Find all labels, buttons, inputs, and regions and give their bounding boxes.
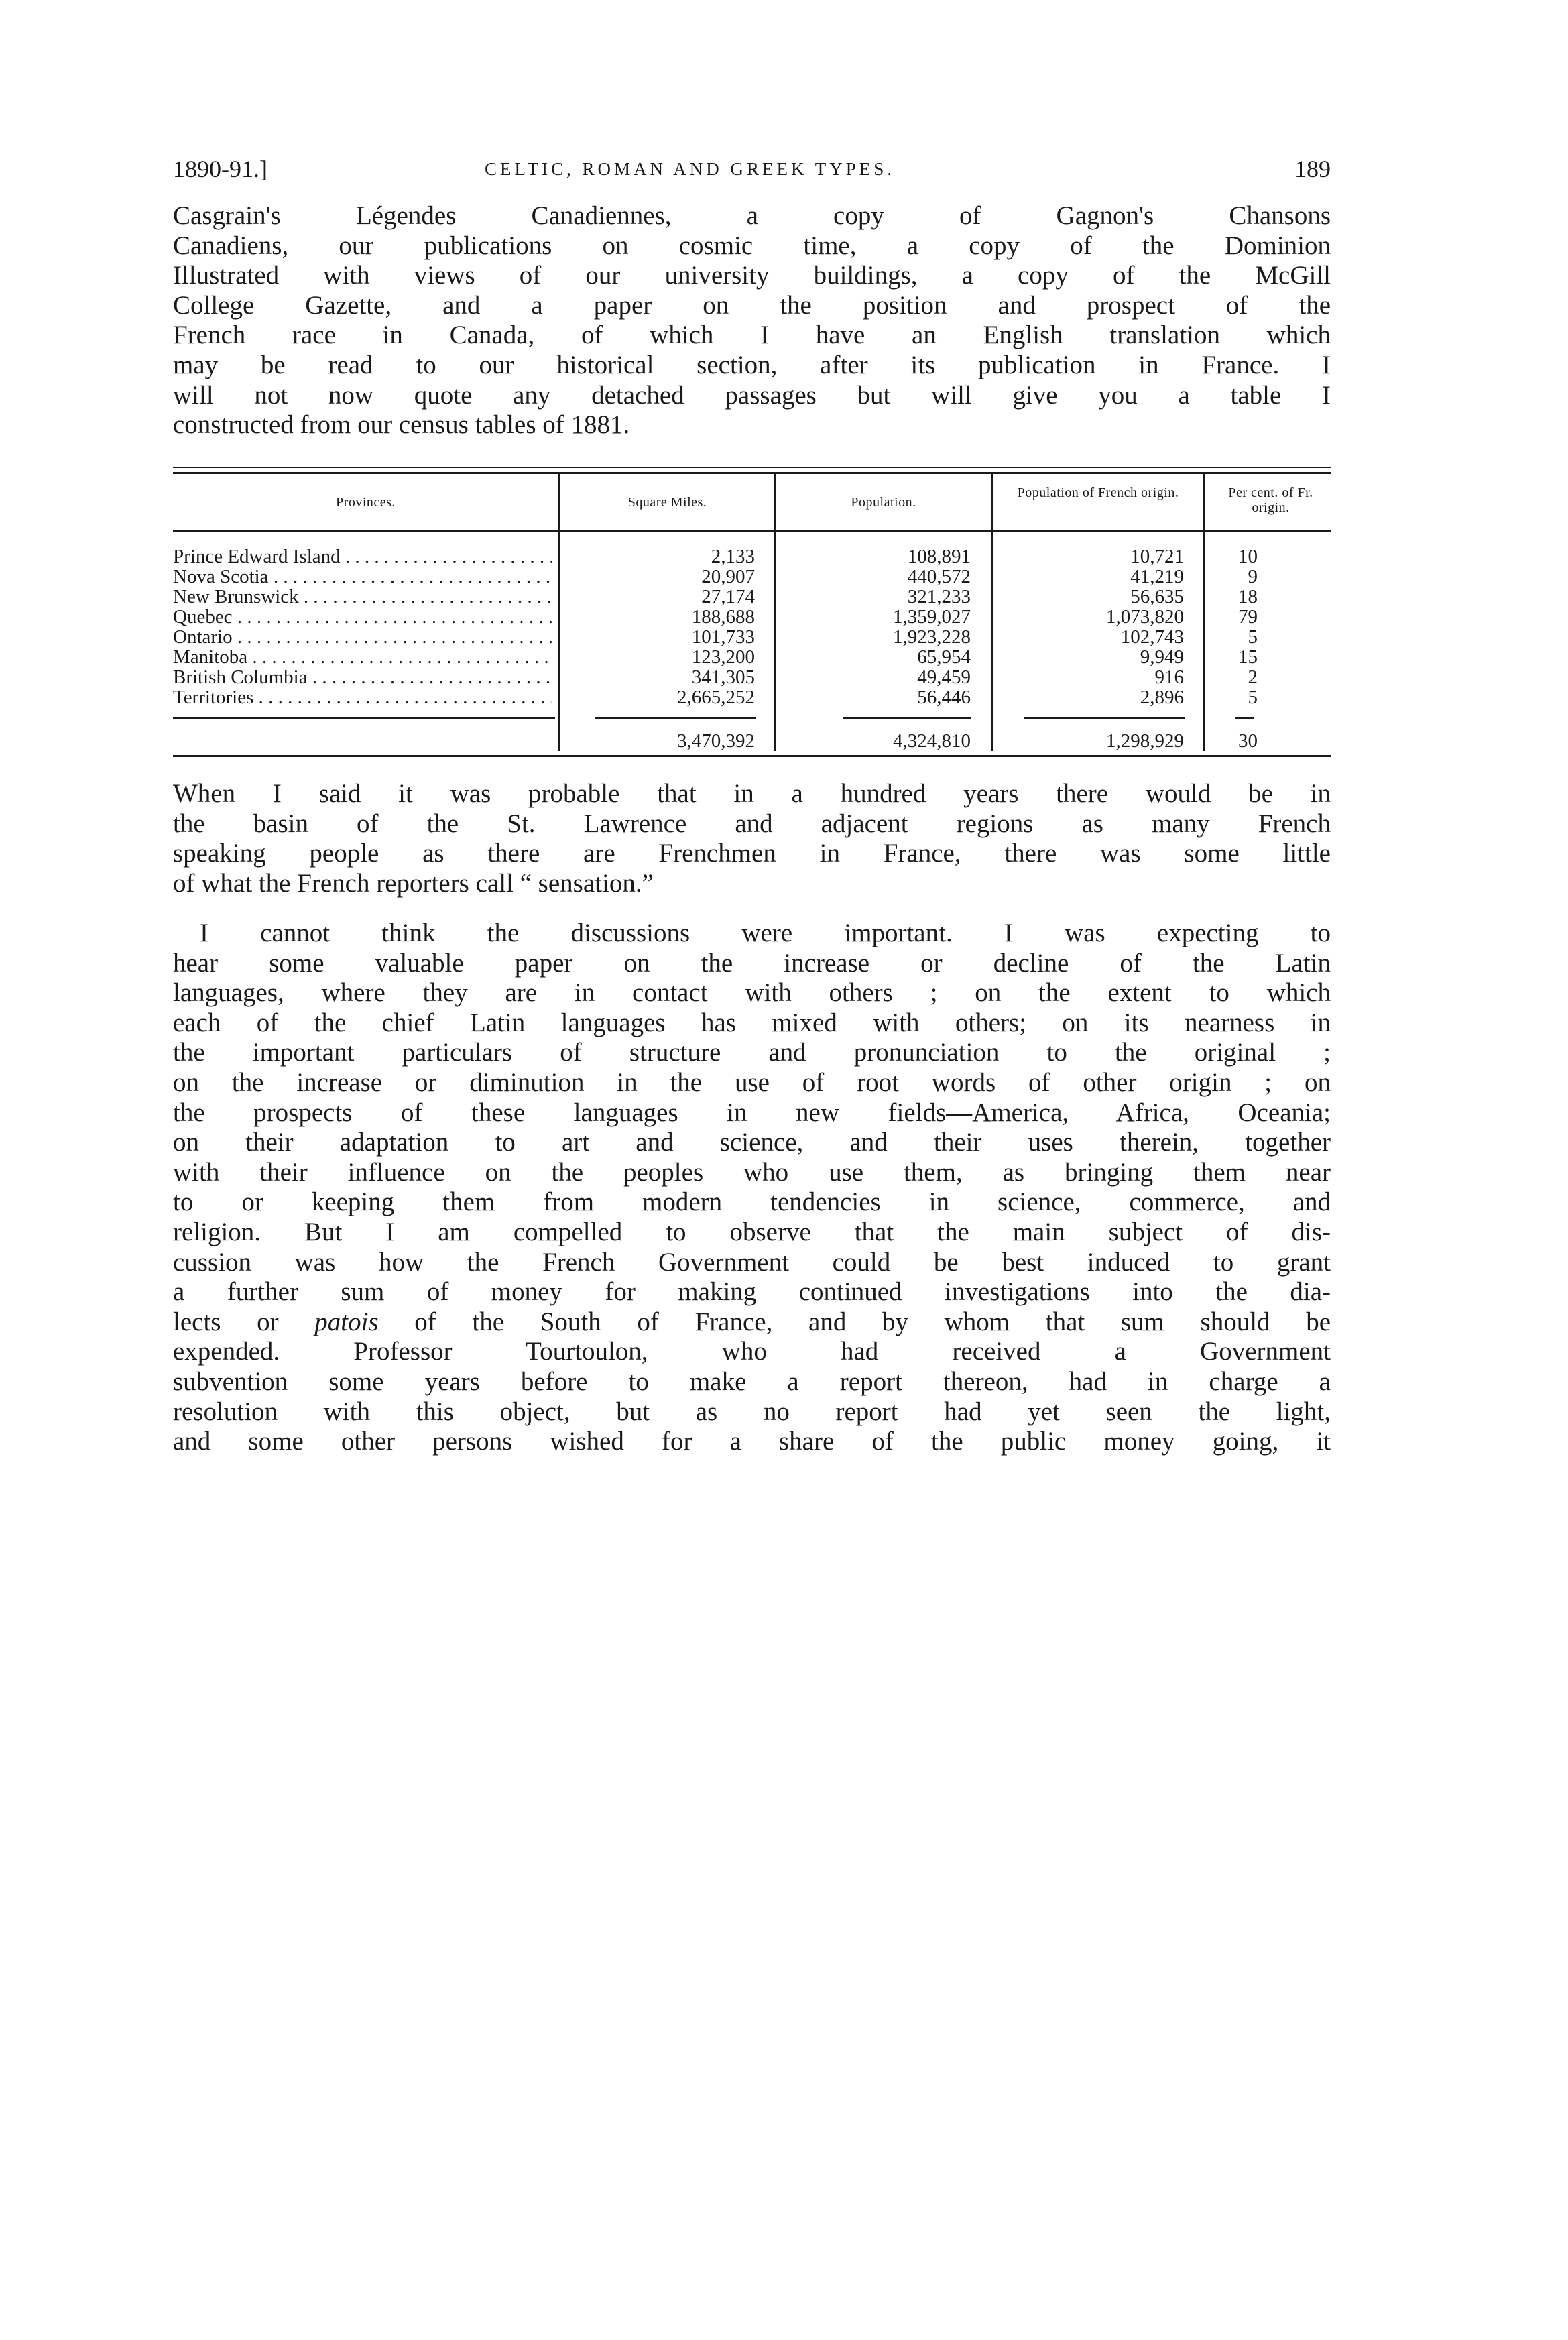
province-name: British Columbia bbox=[173, 667, 308, 687]
text-line: languages, where they are in contact with others ; on the extent to which bbox=[173, 978, 1331, 1008]
leader-dots bbox=[341, 546, 552, 567]
per-cent: 5 bbox=[1248, 626, 1258, 648]
square-miles: 341,305 bbox=[691, 666, 755, 688]
text-line: on the increase or diminution in the use of root words of other origin ; on bbox=[173, 1067, 1331, 1097]
text-line: to or keeping them from modern tendencies in science, commerce, and bbox=[173, 1187, 1331, 1217]
population: 65,954 bbox=[917, 646, 971, 668]
paragraph-intro bbox=[173, 201, 1331, 441]
text-line: constructed from our census tables of 1881. bbox=[173, 410, 630, 440]
text-fragment: of the South of France, and by whom that sum should be bbox=[414, 1307, 1331, 1336]
table-bottom-rule bbox=[173, 755, 1331, 757]
table-top-rule bbox=[173, 472, 1331, 474]
sum-rule bbox=[595, 717, 756, 719]
province-name: Prince Edward Island bbox=[173, 546, 341, 567]
text-line: French race in Canada, of which I have an English translation which bbox=[173, 320, 1331, 350]
square-miles: 101,733 bbox=[691, 626, 755, 648]
population: 49,459 bbox=[917, 666, 971, 688]
paragraph-discussions bbox=[173, 919, 1331, 1457]
text-line: the prospects of these languages in new fields—America, Africa, Oceania; bbox=[173, 1098, 1331, 1127]
french-origin: 41,219 bbox=[1130, 566, 1184, 587]
text-line: a further sum of money for making continued investigations into the dia- bbox=[173, 1277, 1331, 1307]
square-miles: 123,200 bbox=[691, 646, 755, 668]
header-rule bbox=[173, 530, 1331, 532]
per-cent: 5 bbox=[1248, 687, 1258, 708]
square-miles: 27,174 bbox=[701, 586, 755, 607]
text-line: Casgrain's Légendes Canadiennes, a copy of Gagnon's Chansons bbox=[173, 201, 1331, 230]
population: 56,446 bbox=[917, 687, 971, 708]
square-miles: 2,665,252 bbox=[677, 687, 755, 708]
leader-dots bbox=[253, 687, 552, 707]
header-provinces: Provinces. bbox=[336, 495, 396, 510]
french-origin: 102,743 bbox=[1120, 626, 1184, 648]
province-name: Ontario bbox=[173, 627, 233, 647]
table-top-rule bbox=[173, 467, 1331, 468]
text-line: religion. But I am compelled to observe that the main subject of dis- bbox=[173, 1217, 1331, 1246]
province-name: New Brunswick bbox=[173, 587, 299, 607]
text-line: speaking people as there are Frenchmen in France, there was some little bbox=[173, 839, 1331, 868]
header-square-miles: Square Miles. bbox=[627, 495, 707, 510]
page-number: 189 bbox=[1294, 156, 1331, 182]
leader-dots bbox=[269, 567, 552, 587]
text-line: will not now quote any detached passages but will give you a table I bbox=[173, 380, 1331, 410]
sum-rule bbox=[843, 717, 971, 719]
text-line: hear some valuable paper on the increase or decline of the Latin bbox=[173, 948, 1331, 978]
population: 1,359,027 bbox=[893, 606, 971, 628]
census-table bbox=[173, 463, 1331, 758]
text-line: expended. Professor Tourtoulon, who had received a Government bbox=[173, 1337, 1331, 1366]
province-name: Nova Scotia bbox=[173, 567, 269, 587]
text-line: When I said it was probable that in a hundred years there would be in bbox=[173, 779, 1331, 808]
total-per-cent: 30 bbox=[1238, 730, 1258, 752]
square-miles: 2,133 bbox=[711, 546, 755, 567]
text-line: Illustrated with views of our university buildings, a copy of the McGill bbox=[173, 261, 1331, 290]
total-population: 4,324,810 bbox=[893, 730, 971, 752]
total-square-miles: 3,470,392 bbox=[677, 730, 755, 752]
text-line: may be read to our historical section, after its publication in France. I bbox=[173, 350, 1331, 379]
text-line: College Gazette, and a paper on the position and prospect of the bbox=[173, 290, 1331, 320]
text-line: cussion was how the French Government could be best induced to grant bbox=[173, 1247, 1331, 1277]
text-line: each of the chief Latin languages has mixed with others; on its nearness in bbox=[173, 1008, 1331, 1037]
text-line: subvention some years before to make a report thereon, had in charge a bbox=[173, 1366, 1331, 1396]
per-cent: 18 bbox=[1238, 586, 1258, 607]
text-line: resolution with this object, but as no report had yet seen the light, bbox=[173, 1397, 1331, 1426]
text-line: Canadiens, our publications on cosmic time, a copy of the Dominion bbox=[173, 231, 1331, 260]
text-line: on their adaptation to art and science, and their uses therein, together bbox=[173, 1128, 1331, 1157]
population: 108,891 bbox=[907, 546, 971, 567]
province-name: Quebec bbox=[173, 607, 233, 627]
population: 440,572 bbox=[907, 566, 971, 587]
population: 321,233 bbox=[907, 586, 971, 607]
leader-dots bbox=[308, 667, 552, 687]
chapter-title: CELTIC, ROMAN AND GREEK TYPES. bbox=[485, 159, 896, 179]
french-origin: 1,073,820 bbox=[1106, 606, 1184, 628]
paragraph-french-population bbox=[173, 779, 1331, 898]
sum-rule bbox=[1024, 717, 1185, 719]
total-french-origin: 1,298,929 bbox=[1106, 730, 1184, 752]
province-name: Territories bbox=[173, 687, 254, 707]
french-origin: 10,721 bbox=[1130, 546, 1184, 567]
leader-dots bbox=[299, 587, 552, 607]
volume-year: 1890-91.] bbox=[173, 156, 267, 182]
per-cent: 10 bbox=[1238, 546, 1258, 567]
french-origin: 56,635 bbox=[1130, 586, 1184, 607]
french-origin: 916 bbox=[1154, 666, 1184, 688]
text-line: the basin of the St. Lawrence and adjacent regions as many French bbox=[173, 809, 1331, 838]
french-origin: 2,896 bbox=[1140, 687, 1184, 708]
text-fragment: lects or bbox=[173, 1307, 279, 1336]
province-name: Manitoba bbox=[173, 647, 248, 667]
french-origin: 9,949 bbox=[1140, 646, 1184, 668]
leader-dots bbox=[233, 607, 552, 627]
per-cent: 79 bbox=[1238, 606, 1258, 628]
text-line: of what the French reporters call “ sensation.” bbox=[173, 868, 654, 898]
text-line: and some other persons wished for a share of the public money going, it bbox=[173, 1427, 1331, 1456]
text-line: I cannot think the discussions were important. I was expecting to bbox=[200, 919, 1331, 947]
text-line: the important particulars of structure and pronunciation to the original ; bbox=[173, 1038, 1331, 1067]
header-french-origin: Population of French origin. bbox=[1017, 485, 1179, 500]
running-head bbox=[173, 149, 1331, 189]
square-miles: 20,907 bbox=[701, 566, 755, 587]
per-cent: 2 bbox=[1248, 666, 1258, 688]
text-line: with their influence on the peoples who use them, as bringing them near bbox=[173, 1157, 1331, 1187]
square-miles: 188,688 bbox=[691, 606, 755, 628]
population: 1,923,228 bbox=[893, 626, 971, 648]
leader-dots bbox=[233, 627, 552, 647]
leader-dots bbox=[247, 647, 552, 667]
header-population: Population. bbox=[851, 495, 916, 510]
header-per-cent: Per cent. of Fr. origin. bbox=[1228, 485, 1313, 515]
per-cent: 9 bbox=[1248, 566, 1258, 587]
sum-rule bbox=[1235, 717, 1254, 719]
italic-term: patois bbox=[314, 1307, 379, 1336]
text-line bbox=[173, 1307, 1331, 1338]
per-cent: 15 bbox=[1238, 646, 1258, 668]
sum-rule bbox=[173, 717, 555, 719]
